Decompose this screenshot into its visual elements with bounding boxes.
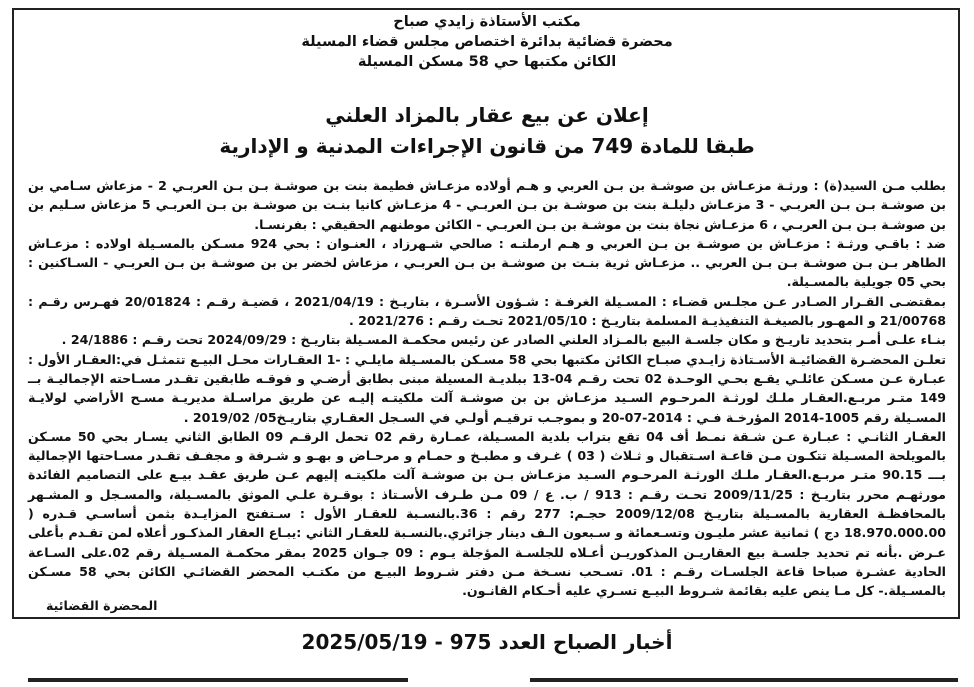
title-main: إعلان عن بيع عقار بالمزاد العلني: [325, 103, 649, 127]
announcement-body: [28, 176, 946, 601]
paragraph-property-one: تعلـن المحضـرة القضائيـة الأسـتاذة زايـدي صبـاح الكائن مكتبها بحي 58 مسـكن بالمسـيلة مايلـي : -1 العقـارات محـل البيـع تتمثـل في:العقـار الأول : عبـارة عـن مسـكن عائلـي يقـع بحـي الوحـدة 02 تحت رقـم 04-13 ببلديـة المسيلة مبنى بطابق أرضـي و فوقـه طابقين تقـدر مسـاحته الإجماليـة بــ 149 متـر مربـع.العقـار ملـك لورثـة المرحـوم السـيد مزعـاش بن بن صوشـة آلت ملكيتـه إليـه عن طريق مراسـلة مديريـة مسـح الأراضي لولايـة المسـيلة رقم 1005-2014 المؤرخـة فـي : 2014-07-20 و بموجـب ترقيـم أولـي في السـجل العقـاري بتاريـخ05/ 2019/02 .: [28, 351, 947, 425]
paragraph-property-two: العقـار الثانـي : عبـارة عـن شـقة نمـط أف 04 تقع بتراب بلدية المسـيلة، عمـارة رقم 02 تحمل الرقـم 09 الطابق الثاني يسـار بحي 50 مسـكن بالمويلحة المسـيلة تتكـون مـن قاعـة اسـتقبال و ثـلاث ( 03 ) غـرف و مطبـخ و حمـام و مرحـاض و بهـو و شـرفة و مجفـف تقـدر مسـاحتها الإجمالية بـــ 90.15 متـر مربـع.العقـار ملـك الورثـة المرحـوم السـيد مزعـاش بـن بن صوشـة آلت ملكيتـه إليهم عـن طريق عقـد بيـع على التصاميم الفائدة مورثهـم محرر بتاريـخ : 2009/11/25 تحـت رقـم : 913 / ب. ع / 09 مـن طـرف الأسـتاذ : بوقـرة علـي الموثق بالمسـيلة، والمسـجل و المشـهر بالمحافظـة العقارية بالمسـيلة بتاريـخ 2009/12/08 حجـم: 277 رقم : 36.بالنسـبة للعقـار الأول : سـتفتح المزايـدة بثمن أساسـي قـدره ( 18.970.000.00 دج ) ثمانية عشر مليـون وتسـعمائة و سـبعون الـف دينار جزائري.بالنسـبة للعقـار الثاني :يبـاع العقار المذكـور أعلاه لمن تقـدم بأعلى عـرض .بأنه تم تحديد جلسـة بيع العقاريـن المذكوريـن أعـلاه للجلسـة المؤجلة يـوم : 09 جـوان 2025 بمقر محكمـة المسـيلة رقم 02.على السـاعة الحادية عشـرة صباحا قاعة الجلسـات رقـم : 01. تسـحب نسـخة مـن دفتر شـروط البيـع من مكتـب المحضر القضائـي الكائن بحي 58 مسـكن بالمسـيلة.- كل مـا ينص عليه بقائمة شـروط البيـع تسـري عليه أحـكام القانـون.: [28, 428, 947, 599]
office-name: مكتب الأستاذة زايدي صباح: [393, 14, 581, 30]
office-address: الكائن مكتبها حي 58 مسكن المسيلة: [357, 54, 617, 70]
office-header: [0, 12, 974, 72]
bottom-divider-left: [28, 678, 408, 682]
paragraph-court-decision: بمقتضـى القـرار الصـادر عـن مجلـس قضـاء : المسـيلة الغرفـة : شـؤون الأسـرة ، بتاريـخ : 2021/04/19 ، قضيـة رقـم : 20/01824 فهـرس رقـم : 21/00768 و المهـور بالصيغـة التنفيذيـة المسلمة بتاريـخ : 2021/05/10 تحـت رقـم : 2021/276 .: [28, 293, 946, 329]
paragraph-sale-order: بنـاء علـى أمـر بتحديد تاريـخ و مكان جلسـة البيع بالمـزاد العلني الصادر عن رئيس محكمـة المسـيلة بتاريـخ : 2024/09/29 تحت رقـم : 24/1886 .: [61, 332, 946, 348]
paragraph-petitioners: بطلب مـن السيد(ة) : ورثـة مزعـاش بن صوشـة بن بـن العربي و هـم أولاده مزعـاش فطيمة بنت بن صوشـة بـن بـن العربـي 2 - مزعاش سـامي بن بن صوشـة بـن بـن العربـي - 3 مزعـاش دليلـة بنت بن صوشـة بن بـن العربـي - 4 مزعـاش كانيا بنـت بن صوشـة بن بـن العربـي 5 مزعاش سـليم بن بن صوشـة بـن بـن العربـي ، 6 مزعـاش نجاة بنت بن موشـة بن بـن العربـي - الكائن موطنهم الحقيقي : بفرنسـا.: [28, 178, 947, 232]
signature: المحضرة القضائية: [46, 598, 158, 613]
announcement-title: [0, 100, 974, 162]
title-legal-basis: طبقا للمادة 749 من قانون الإجراءات المدنية و الإدارية: [219, 134, 755, 158]
paragraph-defendants: ضد : باقـي ورثـة : مزعـاش بن صوشـة بن بـن العربي و هـم ارملتـه : صالحي شـهرزاد ، العنـوان : بحي 924 مسـكن بالمسـيلة اولاده : مزعـاش الطاهر بـن بـن صوشـة بـن بـن العربي .. مزعـاش ثرية بنـت بن صوشـة بن بـن العربـي ، مزعاش لخضر بن بن صوشـة بن بـن العربـي - السـاكنين : بحي 05 جويلية بالمسـيلة.: [28, 235, 946, 290]
bottom-divider-right: [530, 678, 958, 682]
office-jurisdiction: محضرة قضائية بدائرة اختصاص مجلس قضاء المسيلة: [301, 34, 673, 50]
newspaper-footer: أخبار الصباح العدد 975 - 2025/05/19: [301, 630, 673, 654]
